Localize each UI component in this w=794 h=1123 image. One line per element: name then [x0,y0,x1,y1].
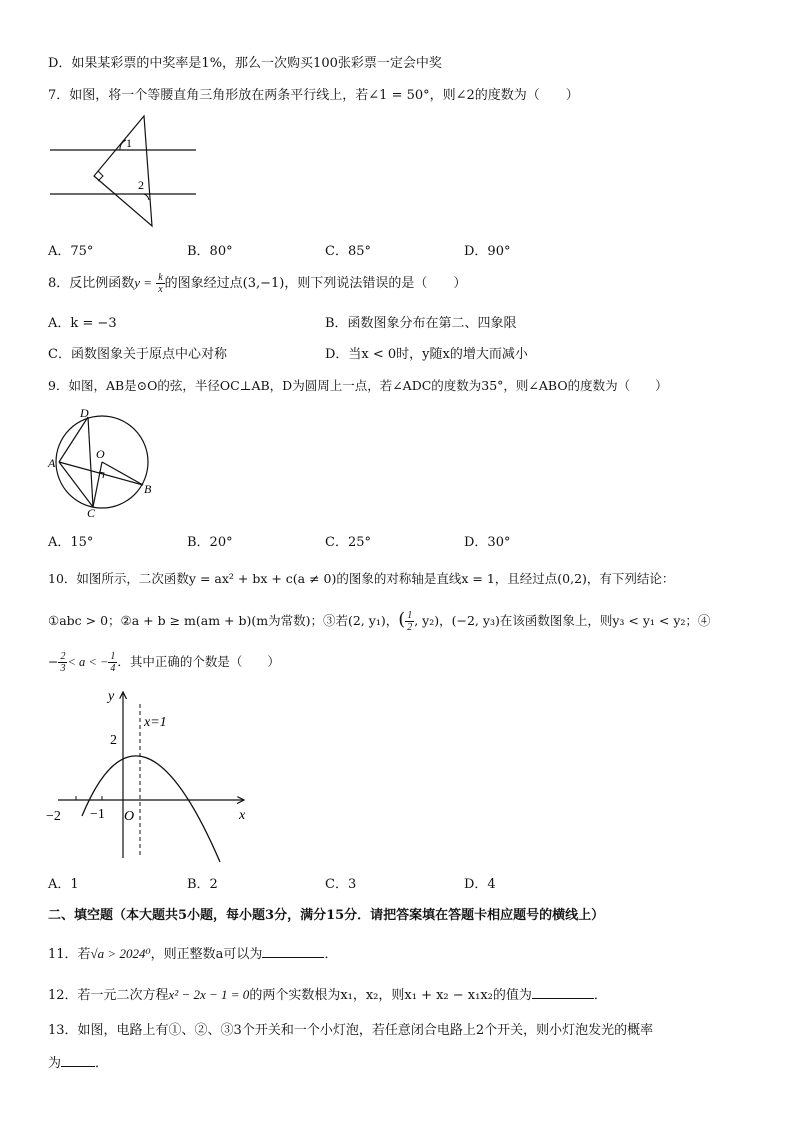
q10-stem-line1: 10．如图所示，二次函数y = ax² + bx + c(a ≠ 0)的图象的对称轴是直线x = 1，且经过点(0,2)，有下列结论： [48,571,675,586]
section-2-heading: 二、填空题（本大题共5小题，每小题3分，满分15分．请把答案填在答题卡相应题号的横线上） [48,908,605,923]
q13-stem-line2 [48,1054,108,1073]
q11-answer-blank[interactable] [262,945,324,958]
label-b: B [144,482,152,496]
q6-option-d: D．如果某彩票的中奖率是1%，那么一次购买100张彩票一定会中奖 [48,56,442,71]
q9-option-a: A．15° [48,535,94,550]
angle-2-label: 2 [138,178,144,192]
q7-option-a: A．75° [48,244,94,259]
q7-option-b: B．80° [187,244,233,259]
q12-stem [48,986,607,1005]
q8-stem [48,272,466,295]
q11-formula: √a > 2024⁰ [90,946,151,961]
q13-line2: 为 [48,1056,62,1071]
label-neg1: −1 [90,807,105,822]
q7-stem: 7．如图，将一个等腰直角三角形放在两条平行线上，若∠1 = 50°，则∠2的度数为（ ） [48,88,579,103]
q7-option-c: C．85° [325,244,371,259]
q8-stem-pre: 8．反比例函数 [48,276,135,291]
q12-end: ． [593,988,607,1003]
q8-formula: y = [134,275,153,290]
frac-num: 2 [60,651,66,662]
q12-mid: 的两个实数根为x₁，x₂，则x₁ + x₂ − x₁x₂的值为 [249,988,532,1003]
label-axis-x1: x=1 [144,715,167,730]
q9-option-c: C．25° [325,535,371,550]
q8-option-d: D．当x < 0时，y随x的增大而减小 [325,347,528,362]
q8-stem-post: 的图象经过点(3,−1)，则下列说法错误的是（ ） [164,276,467,291]
q10-line2-a: ①abc > 0；②a + b ≥ m(am + b)(m为常数)；③若(2, y₁)， [48,613,399,628]
label-c: C [87,506,96,520]
q7-figure [48,112,200,230]
q10-option-b: B．2 [187,877,218,892]
q10-option-c: C．3 [325,877,357,892]
radius-ob [102,462,143,485]
q13-end: ． [95,1056,109,1071]
q13-answer-blank[interactable] [61,1054,95,1067]
q11-post: ，则正整数a可以为 [150,947,263,962]
frac-den: 2 [407,622,413,633]
q11-pre: 11．若 [48,947,91,962]
q8-option-a: A．k = −3 [48,316,117,331]
label-neg2: −2 [46,809,61,824]
isosceles-right-triangle [94,116,152,226]
label-d: D [80,406,89,420]
frac-num: 1 [110,651,116,662]
q10-stem-line2: ①abc > 0；②a + b ≥ m(am + b)(m为常数)；③若(2, y₁)，( $\frac{1}{2}$ , y₂)，(−2, y₃)在该函数图象上，则y₃ < y₁ < y₂；④ [48,609,711,633]
q10-fraction-half [405,610,414,633]
q8-frac-num: k [158,272,163,283]
label-2: 2 [110,733,117,748]
q10-line3-pre: − [48,654,59,669]
frac-den: 3 [60,663,66,674]
label-a: A [48,456,56,470]
q11-stem [48,945,337,964]
radius-oc [93,462,102,507]
q7-option-d: D．90° [464,244,511,259]
q12-pre: 12．若一元二次方程 [48,988,169,1003]
chord-ad [59,417,88,462]
q8-option-c: C．函数图象关于原点中心对称 [48,347,227,362]
frac-den: 4 [110,663,116,674]
chord-dc [88,417,93,507]
q9-option-d: D．30° [464,535,511,550]
q10-stem-line3 [48,651,280,674]
q10-option-a: A．1 [48,877,79,892]
q10-line2-b: , y₂)，(−2, y₃)在该函数图象上，则y₃ < y₁ < y₂；④ [414,613,711,628]
q12-answer-blank[interactable] [532,986,594,999]
label-o: O [96,447,105,461]
angle-2-arc [144,194,149,200]
q9-stem: 9．如图，AB是⊙O的弦，半径OC⊥AB，D为圆周上一点，若∠ADC的度数为35°，则∠ABO的度数为（ ） [48,378,668,393]
q11-end: ． [324,947,338,962]
q9-figure [44,404,156,520]
q12-formula: x² − 2x − 1 = 0 [168,987,250,1002]
q10-line3-post: ．其中正确的个数是（ ） [117,654,280,669]
angle-1-label: 1 [126,136,132,150]
label-origin: O [124,809,135,824]
q13-stem-line1: 13．如图，电路上有①、②、③3个开关和一个小灯泡，若任意闭合电路上2个开关，则小灯泡发光的概率 [48,1023,654,1038]
frac-num: 1 [407,610,413,621]
q10-line3-mid: < a < − [67,655,109,669]
q10-option-d: D．4 [464,877,496,892]
q8-frac-den: x [158,284,163,295]
q9-option-b: B．20° [187,535,233,550]
q8-option-b: B．函数图象分布在第二、四象限 [325,316,517,331]
label-x: x [239,808,246,823]
q10-figure [44,686,256,864]
label-y: y [108,689,115,704]
q8-fraction [156,272,164,295]
